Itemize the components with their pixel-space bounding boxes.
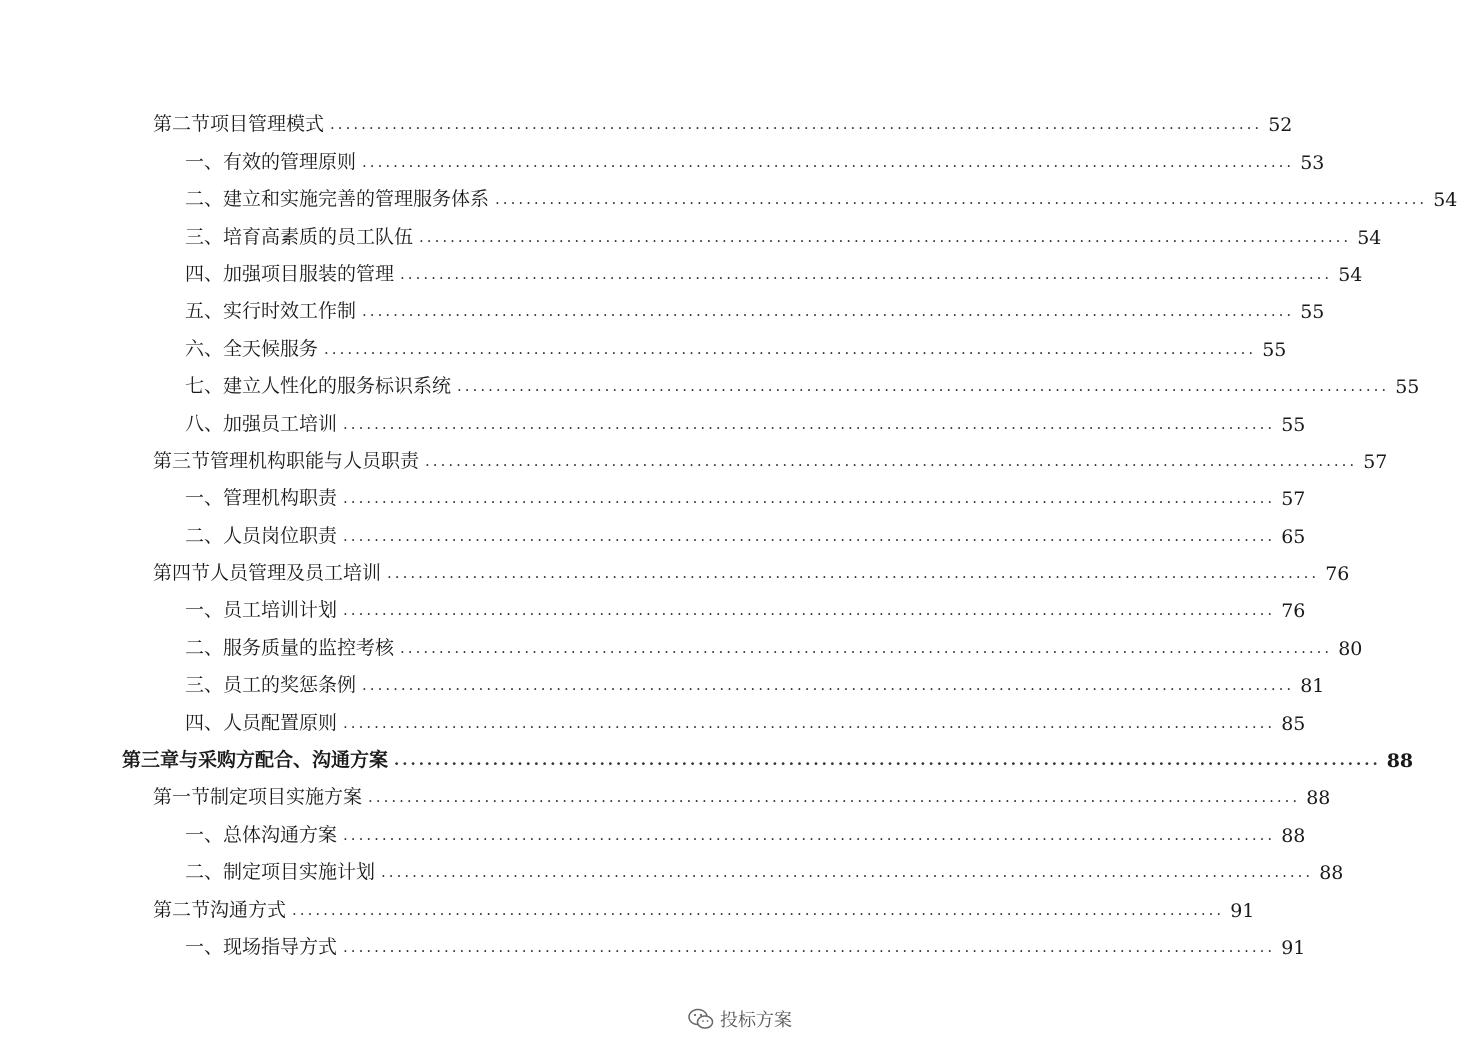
toc-number: 四、 bbox=[185, 711, 224, 734]
toc-dot-leader: ........................................................................................................................ bbox=[400, 638, 1333, 657]
watermark-text: 投标方案 bbox=[720, 1010, 792, 1031]
toc-number: 二、 bbox=[185, 524, 224, 547]
toc-dot-leader: ........................................................................................................................ bbox=[400, 264, 1333, 283]
toc-number: 六、 bbox=[185, 337, 224, 360]
toc-title: 人员配置原则 bbox=[223, 711, 338, 734]
toc-number: 一、 bbox=[185, 823, 224, 846]
toc-item-row[interactable] bbox=[0, 585, 1306, 623]
toc-number: 七、 bbox=[185, 375, 224, 398]
toc-number: 三、 bbox=[185, 225, 224, 248]
toc-number: 二、 bbox=[185, 636, 224, 659]
toc-dot-leader: ........................................................................................................................ bbox=[394, 751, 1381, 770]
toc-dot-leader: ........................................................................................................................ bbox=[324, 339, 1257, 358]
toc-number: 三、 bbox=[185, 674, 224, 697]
toc-item-row[interactable] bbox=[0, 286, 1325, 324]
toc-page-number: 85 bbox=[1281, 712, 1306, 735]
toc-page-number: 88 bbox=[1306, 787, 1331, 810]
toc-item-row[interactable] bbox=[0, 174, 1457, 212]
toc-number: 第一节 bbox=[153, 786, 211, 809]
toc-number: 第三章 bbox=[122, 749, 180, 772]
toc-page-number: 80 bbox=[1338, 637, 1363, 660]
toc-number: 第二节 bbox=[153, 898, 211, 921]
toc-page-number: 65 bbox=[1281, 525, 1306, 548]
toc-page-number: 53 bbox=[1300, 151, 1325, 174]
toc-number: 二、 bbox=[185, 861, 224, 884]
toc-number: 一、 bbox=[185, 599, 224, 622]
toc-section-row[interactable] bbox=[0, 436, 1388, 473]
toc-page-number: 55 bbox=[1281, 413, 1306, 436]
toc-dot-leader: ........................................................................................................................ bbox=[368, 788, 1301, 807]
toc-page-number: 54 bbox=[1338, 263, 1363, 286]
toc-number: 第二节 bbox=[153, 113, 211, 136]
toc-page-number: 55 bbox=[1262, 338, 1287, 361]
toc-number: 五、 bbox=[185, 300, 224, 323]
toc-title: 有效的管理原则 bbox=[223, 150, 357, 173]
toc-item-row[interactable] bbox=[0, 398, 1306, 436]
toc-item-row[interactable] bbox=[0, 510, 1306, 548]
toc-item-row[interactable] bbox=[0, 211, 1382, 249]
toc-dot-leader: ........................................................................................................................ bbox=[425, 451, 1358, 470]
toc-title: 建立和实施完善的管理服务体系 bbox=[223, 188, 490, 211]
toc-title: 人员管理及员工培训 bbox=[210, 562, 382, 585]
toc-dot-leader: ........................................................................................................................ bbox=[419, 227, 1352, 246]
toc-dot-leader: ........................................................................................................................ bbox=[343, 526, 1276, 545]
toc-dot-leader: ........................................................................................................................ bbox=[292, 900, 1225, 919]
toc-title: 全天候服务 bbox=[223, 337, 319, 360]
toc-title: 服务质量的监控考核 bbox=[223, 636, 395, 659]
toc-page-number: 91 bbox=[1281, 936, 1306, 959]
toc-title: 管理机构职能与人员职责 bbox=[210, 449, 420, 472]
toc-title: 制定项目实施方案 bbox=[210, 786, 363, 809]
toc-dot-leader: ........................................................................................................................ bbox=[387, 564, 1320, 583]
table-of-contents bbox=[0, 99, 1457, 959]
toc-number: 四、 bbox=[185, 262, 224, 285]
toc-title: 培育高素质的员工队伍 bbox=[223, 225, 414, 248]
toc-item-row[interactable] bbox=[0, 622, 1363, 660]
toc-number: 一、 bbox=[185, 935, 224, 958]
toc-page-number: 52 bbox=[1268, 114, 1293, 137]
toc-title: 建立人性化的服务标识系统 bbox=[223, 375, 452, 398]
toc-title: 现场指导方式 bbox=[223, 935, 338, 958]
toc-item-row[interactable] bbox=[0, 473, 1306, 511]
toc-item-row[interactable] bbox=[0, 697, 1306, 735]
watermark bbox=[688, 1006, 792, 1032]
toc-page-number: 57 bbox=[1281, 488, 1306, 511]
toc-page-number: 54 bbox=[1433, 189, 1457, 212]
toc-item-row[interactable] bbox=[0, 922, 1306, 959]
toc-title: 制定项目实施计划 bbox=[223, 861, 376, 884]
toc-title: 沟通方式 bbox=[210, 898, 287, 921]
toc-title: 加强项目服装的管理 bbox=[223, 262, 395, 285]
toc-dot-leader: ........................................................................................................................ bbox=[343, 414, 1276, 433]
toc-item-row[interactable] bbox=[0, 323, 1287, 361]
toc-dot-leader: ........................................................................................................................ bbox=[343, 825, 1276, 844]
toc-title: 总体沟通方案 bbox=[223, 823, 338, 846]
toc-item-row[interactable] bbox=[0, 847, 1344, 885]
toc-title: 加强员工培训 bbox=[223, 412, 338, 435]
toc-number: 第四节 bbox=[153, 562, 211, 585]
toc-dot-leader: ........................................................................................................................ bbox=[343, 489, 1276, 508]
toc-item-row[interactable] bbox=[0, 809, 1306, 847]
toc-item-row[interactable] bbox=[0, 249, 1363, 286]
toc-dot-leader: ........................................................................................................................ bbox=[457, 377, 1390, 396]
toc-dot-leader: ........................................................................................................................ bbox=[362, 676, 1295, 695]
toc-dot-leader: ........................................................................................................................ bbox=[343, 601, 1276, 620]
toc-dot-leader: ........................................................................................................................ bbox=[343, 713, 1276, 732]
toc-dot-leader: ........................................................................................................................ bbox=[381, 863, 1314, 882]
toc-section-row[interactable] bbox=[0, 99, 1293, 137]
toc-page-number: 54 bbox=[1357, 226, 1382, 249]
toc-page-number: 88 bbox=[1281, 824, 1306, 847]
toc-page-number: 91 bbox=[1230, 899, 1255, 922]
toc-page-number: 81 bbox=[1300, 675, 1325, 698]
toc-number: 八、 bbox=[185, 412, 224, 435]
toc-dot-leader: ........................................................................................................................ bbox=[330, 115, 1263, 134]
toc-page-number: 88 bbox=[1386, 750, 1414, 773]
toc-item-row[interactable] bbox=[0, 136, 1325, 174]
toc-number: 第三节 bbox=[153, 449, 211, 472]
toc-section-row[interactable] bbox=[0, 884, 1255, 922]
toc-page-number: 76 bbox=[1325, 563, 1350, 586]
toc-title: 员工培训计划 bbox=[223, 599, 338, 622]
toc-page-number: 55 bbox=[1395, 376, 1420, 399]
toc-title: 实行时效工作制 bbox=[223, 300, 357, 323]
toc-number: 一、 bbox=[185, 150, 224, 173]
toc-dot-leader: ........................................................................................................................ bbox=[362, 152, 1295, 171]
toc-number: 一、 bbox=[185, 487, 224, 510]
toc-title: 员工的奖惩条例 bbox=[223, 674, 357, 697]
toc-page-number: 55 bbox=[1300, 301, 1325, 324]
toc-item-row[interactable] bbox=[0, 660, 1325, 698]
toc-section-row[interactable] bbox=[0, 548, 1350, 586]
toc-page-number: 57 bbox=[1363, 450, 1388, 473]
toc-section-row[interactable] bbox=[0, 772, 1331, 810]
toc-page-number: 76 bbox=[1281, 600, 1306, 623]
wechat-icon bbox=[688, 1008, 714, 1030]
toc-chapter-row[interactable] bbox=[0, 735, 1414, 773]
toc-dot-leader: ........................................................................................................................ bbox=[362, 302, 1295, 321]
toc-title: 与采购方配合、沟通方案 bbox=[179, 749, 389, 772]
toc-title: 项目管理模式 bbox=[210, 113, 325, 136]
toc-dot-leader: ........................................................................................................................ bbox=[343, 937, 1276, 956]
toc-dot-leader: ........................................................................................................................ bbox=[495, 190, 1428, 209]
toc-item-row[interactable] bbox=[0, 361, 1420, 399]
toc-page-number: 88 bbox=[1319, 862, 1344, 885]
toc-title: 管理机构职责 bbox=[223, 487, 338, 510]
toc-title: 人员岗位职责 bbox=[223, 524, 338, 547]
toc-number: 二、 bbox=[185, 188, 224, 211]
